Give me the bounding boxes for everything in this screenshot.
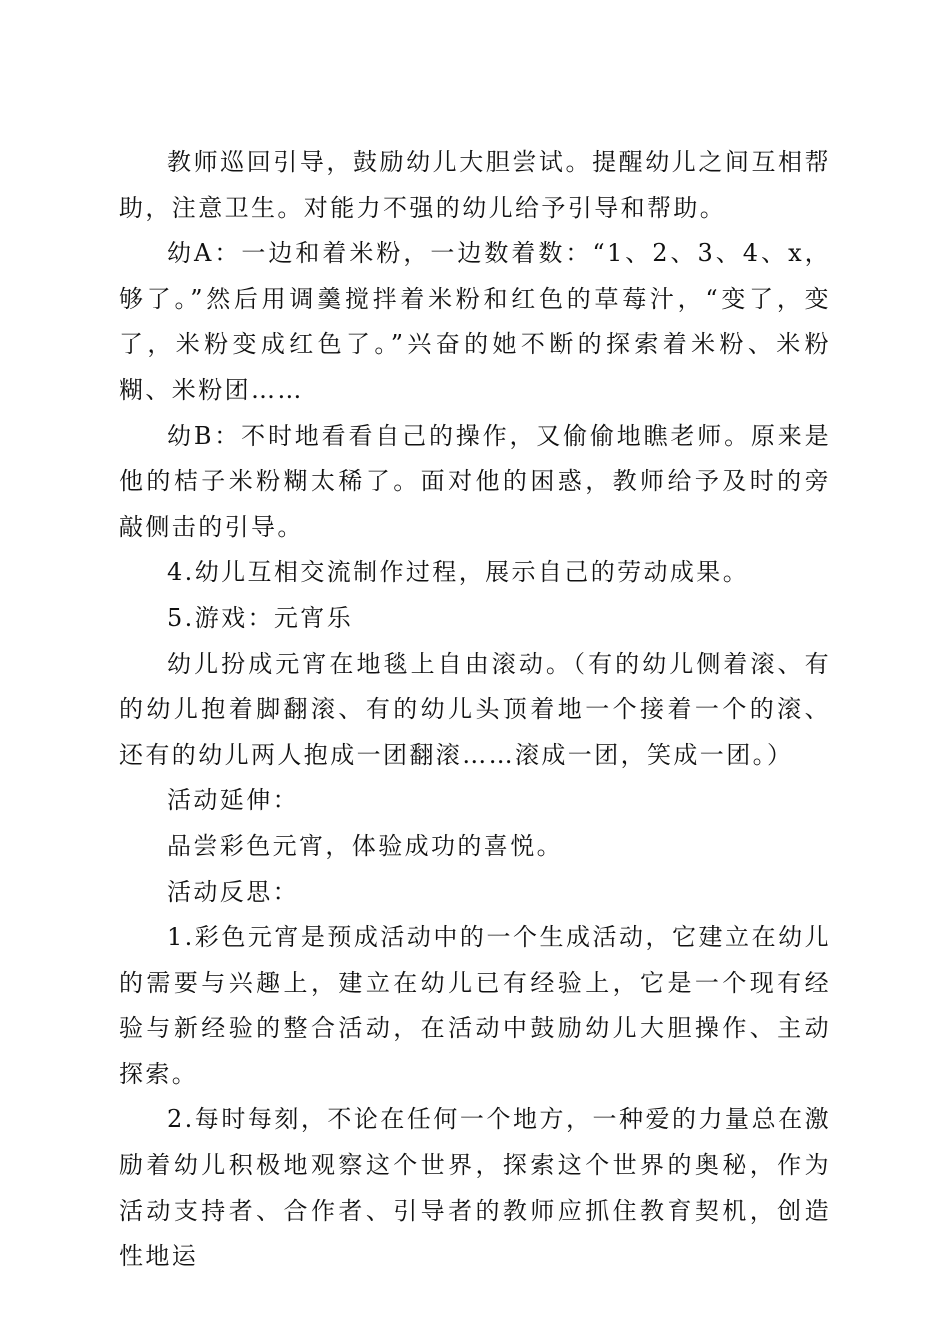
paragraph-reflection-1: 1.彩色元宵是预成活动中的一个生成活动，它建立在幼儿的需要与兴趣上，建立在幼儿已有经验上，它是一个现有经验与新经验的整合活动，在活动中鼓励幼儿大胆操作、主动探索。 bbox=[119, 923, 831, 1088]
paragraph-game-description: 幼儿扮成元宵在地毯上自由滚动。（有的幼儿侧着滚、有的幼儿抱着脚翻滚、有的幼儿头顶着地一个接着一个的滚、还有的幼儿两人抱成一团翻滚……滚成一团，笑成一团。） bbox=[119, 649, 831, 769]
paragraph-teacher-guidance: 教师巡回引导，鼓励幼儿大胆尝试。提醒幼儿之间互相帮助，注意卫生。对能力不强的幼儿给予引导和帮助。 bbox=[119, 148, 831, 222]
paragraph-child-a: 幼A：一边和着米粉，一边数着数：“1、2、3、4、x，够了。”然后用调羹搅拌着米粉和红色的草莓汁，“变了，变了，米粉变成红色了。”兴奋的她不断的探索着米粉、米粉糊、米粉团…… bbox=[119, 239, 831, 404]
paragraph-extension-content: 品尝彩色元宵，体验成功的喜悦。 bbox=[167, 831, 563, 860]
heading-activity-extension: 活动延伸： bbox=[167, 786, 299, 815]
paragraph-step-4: 4.幼儿互相交流制作过程，展示自己的劳动成果。 bbox=[167, 558, 750, 587]
paragraph-step-5: 5.游戏：元宵乐 bbox=[167, 603, 354, 632]
paragraph-reflection-2: 2.每时每刻，不论在任何一个地方，一种爱的力量总在激励着幼儿积极地观察这个世界，探索这个世界的奥秘，作为活动支持者、合作者、引导者的教师应抓住教育契机，创造性地运 bbox=[119, 1105, 831, 1271]
document-page bbox=[119, 140, 831, 1280]
heading-activity-reflection: 活动反思： bbox=[167, 877, 299, 906]
paragraph-child-b: 幼B：不时地看看自己的操作，又偷偷地瞧老师。原来是他的桔子米粉糊太稀了。面对他的困惑，教师给予及时的旁敲侧击的引导。 bbox=[119, 421, 831, 541]
